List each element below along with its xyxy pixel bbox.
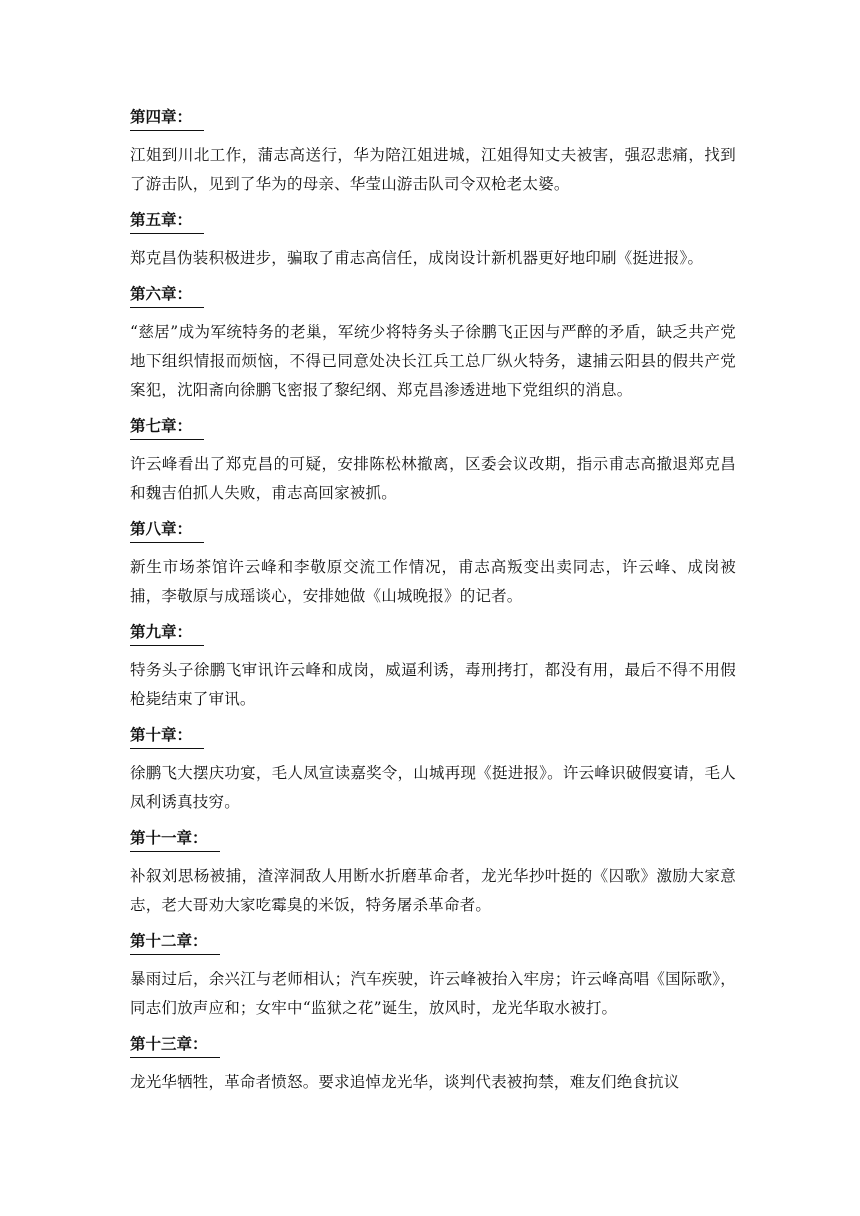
chapter-6 xyxy=(130,281,736,405)
chapter-summary: 许云峰看出了郑克昌的可疑，安排陈松林撤离，区委会议改期，指示甫志高撤退郑克昌和魏吉伯抓人失败，甫志高回家被抓。 xyxy=(130,455,736,502)
chapter-heading: 第五章： xyxy=(130,207,204,234)
chapter-summary: 暴雨过后，余兴江与老师相认；汽车疾驶，许云峰被抬入牢房；许云峰高唱《国际歌》，同志们放声应和；女牢中“监狱之花”诞生，放风时，龙光华取水被打。 xyxy=(130,970,736,1017)
chapter-summary: 特务头子徐鹏飞审讯许云峰和成岗，威逼利诱，毒刑拷打，都没有用，最后不得不用假枪毙结束了审讯。 xyxy=(130,661,736,708)
chapter-4 xyxy=(130,104,736,199)
chapter-heading: 第六章： xyxy=(130,281,204,308)
chapter-summary: 江姐到川北工作，蒲志高送行，华为陪江姐进城，江姐得知丈夫被害，强忍悲痛，找到了游击队，见到了华为的母亲、华莹山游击队司令双枪老太婆。 xyxy=(130,146,736,193)
chapter-12 xyxy=(130,928,736,1023)
chapter-8 xyxy=(130,516,736,611)
chapter-summary: 徐鹏飞大摆庆功宴，毛人凤宣读嘉奖令，山城再现《挺进报》。许云峰识破假宴请，毛人凤利诱真技穷。 xyxy=(130,764,736,811)
chapter-summary: 新生市场茶馆许云峰和李敬原交流工作情况，甫志高叛变出卖同志，许云峰、成岗被捕，李敬原与成瑶谈心，安排她做《山城晚报》的记者。 xyxy=(130,558,736,605)
chapter-heading: 第十章： xyxy=(130,722,204,749)
chapter-heading: 第十三章： xyxy=(130,1031,220,1058)
chapter-heading: 第十一章： xyxy=(130,825,220,852)
chapter-heading: 第十二章： xyxy=(130,928,220,955)
chapter-heading: 第四章： xyxy=(130,104,204,131)
chapter-heading: 第八章： xyxy=(130,516,204,543)
chapter-7 xyxy=(130,413,736,508)
chapter-summary: 补叙刘思杨被捕，渣滓洞敌人用断水折磨革命者，龙光华抄叶挺的《囚歌》激励大家意志，老大哥劝大家吃霉臭的米饭，特务屠杀革命者。 xyxy=(130,867,736,914)
chapter-summary: 郑克昌伪装积极进步，骗取了甫志高信任，成岗设计新机器更好地印刷《挺进报》。 xyxy=(130,249,704,267)
chapter-summary: 龙光华牺牲，革命者愤怒。要求追悼龙光华，谈判代表被拘禁，难友们绝食抗议 xyxy=(130,1073,680,1091)
chapter-9 xyxy=(130,619,736,714)
chapter-5 xyxy=(130,207,736,273)
chapter-13 xyxy=(130,1031,736,1097)
chapter-10 xyxy=(130,722,736,817)
chapter-summary: “慈居”成为军统特务的老巢，军统少将特务头子徐鹏飞正因与严醉的矛盾，缺乏共产党地下组织情报而烦恼，不得已同意处决长江兵工总厂纵火特务，逮捕云阳县的假共产党案犯，沈阳斋向徐鹏飞密报了黎纪纲、郑克昌渗透进地下党组织的消息。 xyxy=(130,323,736,399)
chapter-11 xyxy=(130,825,736,920)
chapter-heading: 第七章： xyxy=(130,413,204,440)
chapter-heading: 第九章： xyxy=(130,619,204,646)
